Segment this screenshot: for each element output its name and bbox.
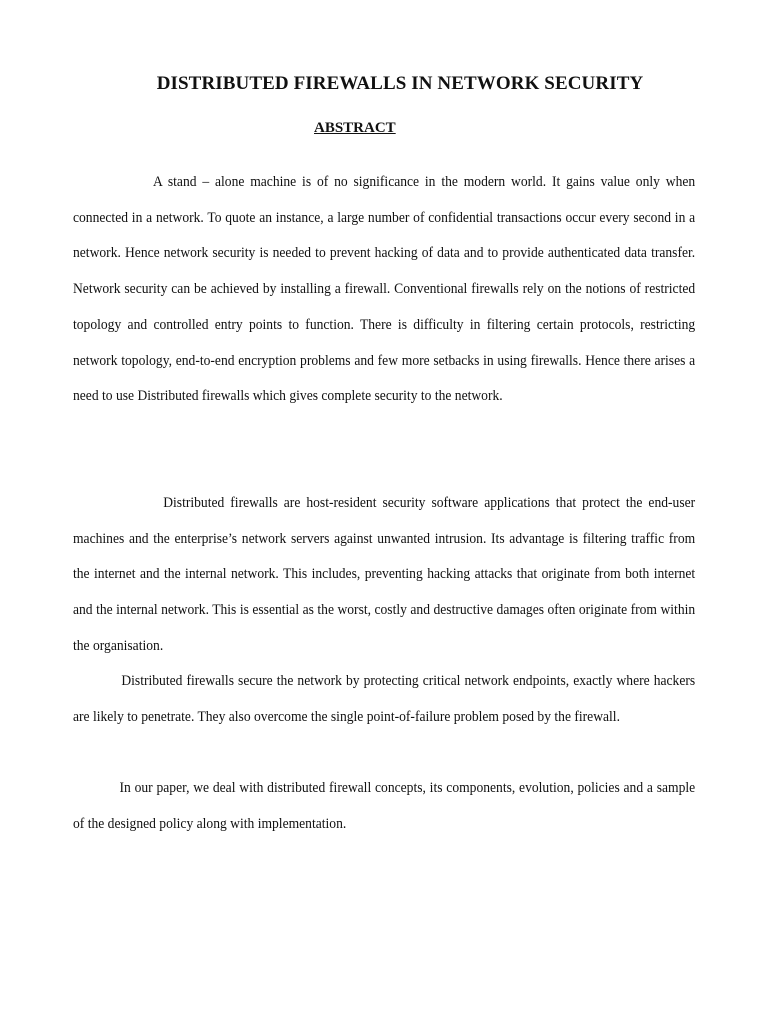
abstract-heading: ABSTRACT [314,120,396,136]
document-title: DISTRIBUTED FIREWALLS IN NETWORK SECURITY [156,73,644,94]
abstract-paragraph-3: Distributed firewalls secure the network by protecting critical network endpoints, exactly where hackers are likely to penetrate. They also overcome the single point-of-failure problem posed by the firewall. [73,673,696,725]
abstract-paragraph-2: Distributed firewalls are host-resident security software applications that protect the end-user machines and the enterprise’s network servers against unwanted intrusion. Its advantage is filtering traffic from the internet and the internal network. This includes, preventing hacking attacks that originate from both internet and the internal network. This is essential as the worst, costly and destructive damages often originate from within the organisation. [73,495,696,654]
abstract-paragraph-1: A stand – alone machine is of no significance in the modern world. It gains value only when connected in a network. To quote an instance, a large number of confidential transactions occur every second in a network. Hence network security is needed to prevent hacking of data and to provide authenticated data transfer. Network security can be achieved by installing a firewall. Conventional firewalls rely on the notions of restricted topology and controlled entry points to function. There is difficulty in filtering certain protocols, restricting network topology, end-to-end encryption problems and few more setbacks in using firewalls. Hence there arises a need to use Distributed firewalls which gives complete security to the network. [73,174,696,405]
abstract-paragraph-4: In our paper, we deal with distributed firewall concepts, its components, evolution, policies and a sample of the designed policy along with implementation. [73,780,696,832]
